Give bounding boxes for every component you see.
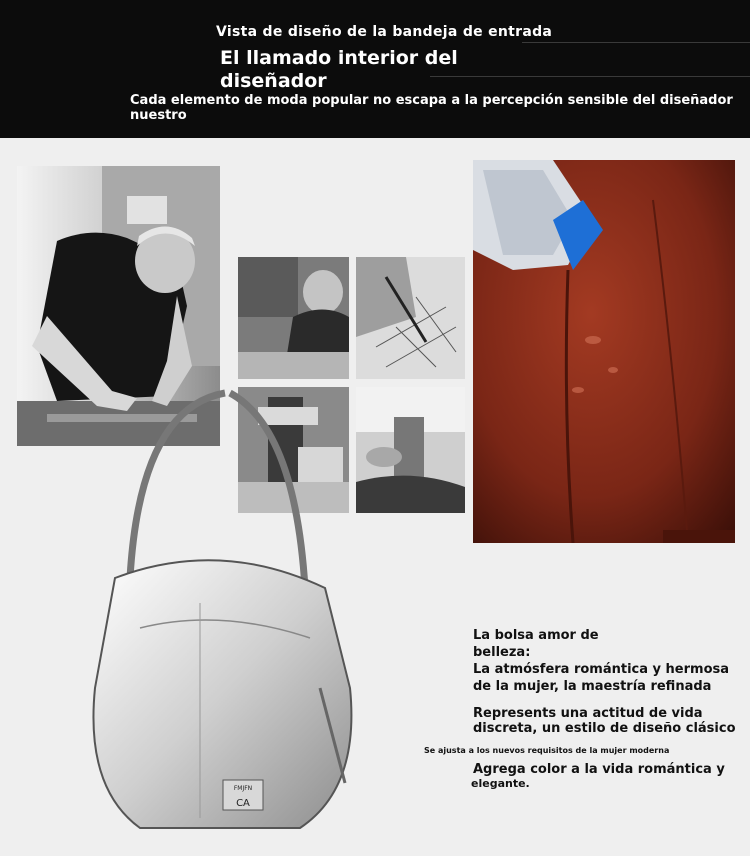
header-divider <box>522 42 750 43</box>
copy-heading-line2: belleza: <box>473 645 531 660</box>
leather-water-photo <box>473 160 735 543</box>
copy-line8: Agrega color a la vida romántica y <box>473 762 725 777</box>
copy-heading-line1: La bolsa amor de <box>473 628 599 643</box>
header-title-line1: El llamado interior del <box>220 47 458 69</box>
copy-line7: Se ajusta a los nuevos requisitos de la mujer moderna <box>424 746 670 755</box>
copy-line4: de la mujer, la maestría refinada <box>473 679 712 694</box>
header-description-line2: nuestro <box>130 108 187 123</box>
header-title-line2: diseñador <box>220 70 327 92</box>
sketch-photo <box>356 257 465 379</box>
handbag-illustration <box>80 388 372 834</box>
copy-line6: discreta, un estilo de diseño clásico <box>473 721 736 736</box>
header-description-line1: Cada elemento de moda popular no escapa a la percepción sensible del diseñador <box>130 93 733 108</box>
header-kicker: Vista de diseño de la bandeja de entrada <box>216 24 553 40</box>
copy-line3: La atmósfera romántica y hermosa <box>473 662 730 677</box>
header-banner <box>0 0 750 138</box>
copy-line5: Represents una actitud de vida <box>473 706 703 721</box>
copy-line9: elegante. <box>471 777 530 790</box>
header-divider-2 <box>430 76 750 77</box>
bag-label-code: CA <box>236 798 250 809</box>
workshop-photo-1 <box>238 257 349 379</box>
leather-press-photo <box>356 387 465 513</box>
bag-label-brand: FMJFN <box>233 785 253 792</box>
